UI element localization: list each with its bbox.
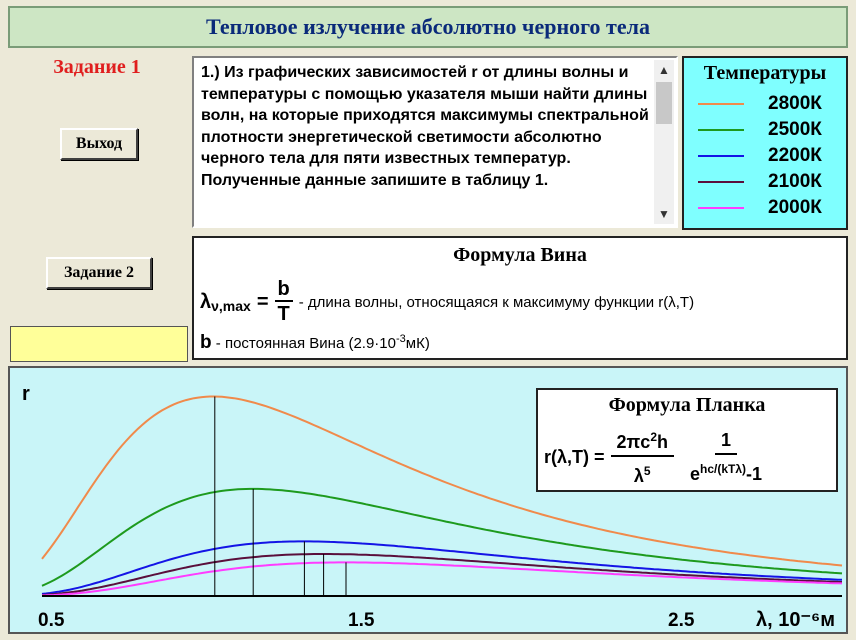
planck-formula-box <box>536 388 838 492</box>
answer-field[interactable] <box>10 326 188 362</box>
legend-item-2100 <box>698 170 838 194</box>
curve-2500К <box>42 489 842 586</box>
legend-swatch <box>698 155 744 157</box>
planck-lhs: r(λ,T) = <box>544 446 605 467</box>
curve-2000К <box>42 562 842 595</box>
planck-fraction-1 <box>611 424 675 490</box>
x-tick-label: 0.5 <box>38 610 65 631</box>
wien-fraction <box>275 278 293 326</box>
wien-title: Формула Вина <box>453 244 587 266</box>
wien-description: - длина волны, относящаяся к максимуму функции r(λ,T) <box>298 293 695 311</box>
legend-label: 2100К <box>768 171 822 192</box>
x-axis-label: λ, 10⁻⁶м <box>756 609 836 631</box>
planck-num1: $2\pi c^2h$ <box>611 424 675 457</box>
task2-button[interactable]: Задание 2 <box>46 257 152 289</box>
legend-item-2500 <box>698 118 838 142</box>
exit-button[interactable]: Выход <box>60 128 138 160</box>
legend-title: Температуры <box>703 62 827 84</box>
x-tick-label: 1.5 <box>348 610 375 631</box>
planck-title: Формула Планка <box>608 394 766 416</box>
scroll-down-icon[interactable]: ▼ <box>658 207 670 221</box>
planck-den2: $e^{hc/(kT\lambda)}-1$ <box>690 461 763 484</box>
y-axis-label: r <box>22 383 30 405</box>
legend-item-2200 <box>698 144 838 168</box>
wien-b-exp: -3 <box>395 333 406 345</box>
temperature-legend <box>682 56 848 230</box>
wien-b-symbol: b <box>200 332 212 353</box>
task-text-area[interactable] <box>192 56 678 228</box>
legend-label: 2800К <box>768 93 822 114</box>
wien-formula-panel <box>192 236 848 360</box>
task-text: 1.) Из графических зависимостей r от длины волны и температуры с помощью указателя мыши найти длины волн, на которые приходятся максимумы спектральной плотности энергетической светимости абсолютно черного тела для пяти известных температур. Полученные данные запишите в таблицу 1. <box>201 64 649 189</box>
wien-lambda-sub: ν,max <box>211 298 251 314</box>
wien-equals: = <box>256 290 269 313</box>
planck-den1: $\lambda^5$ <box>633 464 651 486</box>
wien-b-desc-post: мК) <box>405 335 430 352</box>
wien-lambda: λ <box>200 290 212 313</box>
text-scrollbar[interactable] <box>654 60 674 224</box>
scroll-thumb[interactable] <box>656 82 672 124</box>
planck-formula <box>544 424 772 490</box>
legend-swatch <box>698 103 744 105</box>
scroll-up-icon[interactable]: ▲ <box>658 63 670 77</box>
legend-swatch <box>698 181 744 183</box>
wien-constant-line <box>200 332 430 354</box>
legend-swatch <box>698 129 744 131</box>
wien-numerator: b <box>275 278 293 302</box>
planck-num2: 1 <box>715 427 737 455</box>
legend-swatch <box>698 207 744 209</box>
window-title: Тепловое излучение абсолютно черного тела <box>8 6 848 48</box>
task-label: Задание 1 <box>53 56 141 78</box>
legend-label: 2000К <box>768 197 822 218</box>
planck-fraction-2 <box>686 427 766 488</box>
legend-label: 2200К <box>768 145 822 166</box>
legend-item-2800 <box>698 92 838 116</box>
legend-item-2000 <box>698 196 838 220</box>
x-tick-label: 2.5 <box>668 610 695 631</box>
curve-2200К <box>42 541 842 594</box>
wien-denominator: T <box>277 303 290 325</box>
wien-b-desc-pre: - постоянная Вина (2.9·10 <box>215 335 396 352</box>
wien-formula <box>200 276 694 328</box>
legend-label: 2500К <box>768 119 822 140</box>
